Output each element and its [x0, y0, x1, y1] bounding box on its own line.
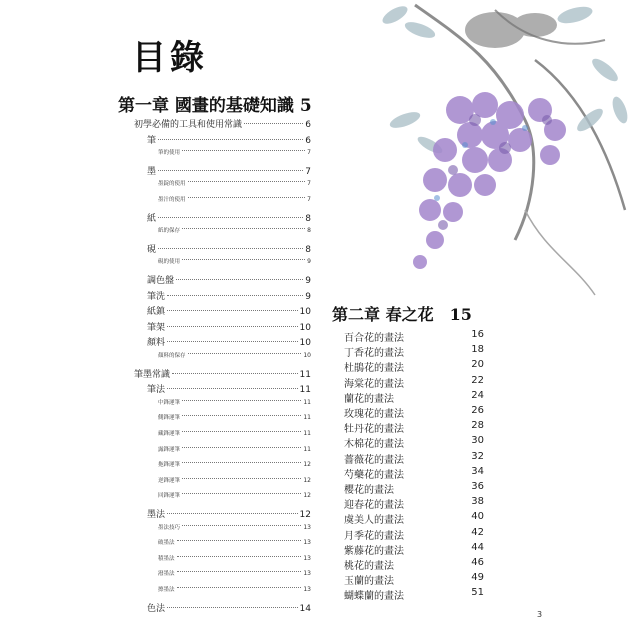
dot-leader [167, 326, 298, 327]
wisteria-painting [375, 0, 640, 300]
toc-entry [344, 435, 484, 450]
toc-entry [158, 445, 311, 453]
toc-entry-label: 海棠花的畫法 [344, 378, 404, 390]
toc-entry [147, 601, 311, 614]
toc-entry-page: 8 [305, 244, 311, 255]
toc-entry-page: 7 [307, 149, 311, 157]
toc-entry-page: 16 [471, 329, 484, 340]
toc-entry-page: 13 [303, 570, 311, 578]
dot-leader [244, 123, 303, 124]
dot-leader [158, 139, 303, 140]
toc-entry-page: 12 [299, 510, 311, 520]
toc-entry-page: 11 [303, 430, 311, 437]
toc-entry [147, 211, 311, 224]
dot-leader [167, 310, 298, 311]
toc-entry [344, 359, 484, 374]
toc-entry [344, 527, 484, 542]
toc-entry-page: 7 [307, 180, 311, 188]
dot-leader [167, 295, 303, 296]
dot-leader [182, 478, 301, 479]
toc-entry-page: 13 [303, 554, 311, 562]
toc-entry [147, 304, 311, 317]
toc-entry-label: 桃花的畫法 [344, 561, 394, 572]
toc-entry-page: 10 [299, 322, 311, 333]
dot-leader [182, 525, 301, 526]
toc-entry [158, 398, 311, 406]
toc-entry-page: 10 [299, 338, 311, 349]
toc-entry-label: 芍藥花的畫法 [344, 469, 404, 481]
dot-leader [177, 540, 302, 541]
chapter-1-title: 第一章 國畫的基礎知識 5 [118, 96, 312, 116]
toc-entry [158, 257, 311, 265]
toc-entry-page: 12 [303, 461, 311, 469]
toc-entry-page: 10 [299, 307, 311, 318]
toc-entry-label: 玉蘭的畫法 [344, 576, 394, 588]
dot-leader [182, 462, 301, 463]
dot-leader [177, 587, 302, 588]
toc-entry-label: 木棉花的畫法 [344, 439, 404, 451]
toc-entry-page: 6 [305, 120, 311, 130]
toc-entry [344, 572, 484, 587]
toc-entry [158, 179, 311, 187]
toc-entry [344, 390, 484, 405]
toc-entry-label: 墨 [147, 166, 157, 177]
toc-entry [344, 344, 484, 359]
toc-entry-page: 11 [299, 369, 311, 380]
toc-entry [147, 335, 311, 348]
toc-entry [147, 289, 311, 302]
dot-leader [182, 150, 305, 151]
toc-entry-label: 積墨法 [158, 555, 175, 562]
dot-leader [158, 248, 303, 249]
toc-entry-label: 調色盤 [147, 276, 175, 286]
toc-entry-page: 38 [471, 496, 484, 508]
chapter-2-title: 第二章 春之花 15 [332, 305, 472, 324]
toc-entry [147, 242, 311, 255]
toc-entry-label: 紙的保存 [158, 228, 181, 235]
toc-entry-label: 紙 [147, 213, 157, 224]
toc-entry-page: 11 [299, 385, 311, 396]
toc-entry-page: 44 [471, 541, 484, 553]
toc-entry [158, 476, 311, 484]
toc-entry [158, 195, 311, 203]
toc-entry-label: 蘭花的畫法 [344, 393, 394, 405]
toc-entry-label: 擦墨法 [158, 587, 175, 593]
toc-entry-page: 22 [471, 374, 484, 386]
toc-entry-page: 30 [471, 435, 484, 447]
toc-entry-label: 中鋒運筆 [158, 399, 181, 406]
toc-entry [158, 554, 311, 562]
toc-entry-page: 20 [471, 359, 484, 371]
toc-entry-label: 回鋒運筆 [158, 493, 181, 500]
toc-entry-page: 9 [305, 276, 311, 286]
toc-entry-label: 玫瑰花的畫法 [344, 409, 404, 420]
toc-entry-page: 13 [303, 586, 311, 593]
toc-entry [344, 481, 484, 496]
toc-entry-page: 10 [303, 352, 311, 359]
toc-entry [344, 405, 484, 420]
toc-entry [147, 320, 311, 333]
toc-entry-label: 月季花的畫法 [344, 530, 404, 542]
toc-entry [158, 413, 311, 421]
toc-entry [158, 351, 311, 359]
dot-leader [182, 493, 301, 494]
toc-entry-page: 46 [471, 557, 484, 568]
toc-entry [344, 329, 484, 344]
toc-entry-label: 筆的使用 [158, 150, 181, 157]
toc-entry-label: 破墨法 [158, 540, 175, 547]
toc-entry-page: 8 [307, 227, 311, 235]
toc-entry-label: 迎春花的畫法 [344, 500, 404, 512]
toc-entry-page: 42 [471, 526, 484, 538]
toc-entry-page: 13 [303, 539, 311, 547]
page-number: 3 [537, 610, 543, 619]
toc-entry [158, 585, 311, 593]
toc-entry-label: 側鋒運筆 [158, 415, 181, 422]
toc-entry-page: 7 [305, 166, 311, 177]
toc-entry-label: 藏鋒運筆 [158, 431, 181, 437]
dot-leader [176, 279, 303, 280]
toc-entry-page: 14 [299, 603, 311, 614]
toc-entry-label: 櫻花的畫法 [344, 485, 394, 496]
toc-entry [158, 148, 311, 156]
toc-entry-label: 筆法 [147, 385, 166, 396]
toc-entry [158, 429, 311, 437]
toc-entry-label: 筆洗 [147, 291, 166, 302]
toc-entry-label: 潑墨法 [158, 571, 175, 578]
dot-leader [177, 556, 302, 557]
dot-leader [182, 415, 301, 416]
toc-entry [147, 133, 311, 146]
toc-entry-label: 虞美人的畫法 [344, 515, 404, 527]
toc-entry-label: 硯 [147, 244, 157, 255]
toc-entry-page: 9 [305, 291, 311, 302]
dot-leader [158, 217, 303, 218]
toc-entry-page: 40 [471, 511, 484, 523]
dot-leader [182, 228, 305, 229]
toc-entry-label: 杜鵑花的畫法 [344, 363, 404, 375]
toc-entry-label: 筆架 [147, 322, 166, 333]
toc-entry-label: 牡丹花的畫法 [344, 424, 404, 436]
dot-leader [167, 341, 298, 342]
dot-leader [188, 181, 306, 182]
toc-entry [147, 164, 311, 177]
toc-entry [158, 226, 311, 234]
toc-entry-label: 拖鋒運筆 [158, 462, 181, 469]
toc-entry-page: 6 [305, 135, 311, 146]
toc-entry-label: 墨錠的使用 [158, 181, 186, 188]
toc-entry [134, 367, 311, 380]
toc-entry [147, 273, 311, 286]
toc-entry-label: 筆墨常識 [134, 369, 171, 380]
toc-entry-label: 逆鋒運筆 [158, 477, 181, 484]
toc-entry-label: 墨法技巧 [158, 524, 181, 531]
toc-entry [344, 511, 484, 526]
toc-entry-label: 顏料的保存 [158, 353, 186, 359]
toc-entry-label: 硯的使用 [158, 259, 181, 266]
toc-entry-page: 11 [303, 445, 311, 453]
toc-entry-label: 薔薇花的畫法 [344, 454, 404, 466]
dot-leader [167, 607, 298, 608]
toc-entry [344, 451, 484, 466]
toc-entry-label: 露鋒運筆 [158, 446, 181, 453]
toc-entry [344, 420, 484, 435]
dot-leader [177, 571, 302, 572]
toc-entry-label: 初學必備的工具和使用常識 [134, 120, 243, 130]
toc-entry [158, 569, 311, 577]
toc-entry-page: 18 [471, 344, 484, 356]
dot-leader [182, 400, 301, 401]
dot-leader [158, 170, 303, 171]
dot-leader [172, 373, 298, 374]
toc-entry-label: 紫藤花的畫法 [344, 545, 404, 557]
toc-entry [158, 491, 311, 499]
toc-entry [344, 496, 484, 511]
toc-entry-label: 墨法 [147, 510, 166, 520]
toc-entry-label: 墨汁的使用 [158, 197, 186, 203]
toc-entry-label: 色法 [147, 603, 166, 614]
toc-entry-page: 11 [303, 414, 311, 422]
toc-entry [344, 375, 484, 390]
toc-entry [158, 460, 311, 468]
dot-leader [182, 431, 301, 432]
page-title: 目錄 [132, 38, 208, 78]
toc-entry-label: 顏料 [147, 338, 166, 349]
toc-entry [134, 117, 311, 130]
toc-entry-label: 筆 [147, 135, 157, 146]
toc-entry-label: 丁香花的畫法 [344, 348, 404, 360]
dot-leader [182, 259, 305, 260]
toc-entry [344, 557, 484, 572]
toc-entry-page: 28 [471, 420, 484, 432]
toc-entry-page: 12 [303, 492, 311, 500]
toc-entry [158, 538, 311, 546]
toc-entry [344, 542, 484, 557]
toc-entry-page: 9 [307, 258, 311, 266]
toc-entry-page: 7 [307, 196, 311, 203]
toc-entry-page: 12 [303, 476, 311, 484]
toc-entry-label: 蝴蝶蘭的畫法 [344, 591, 404, 603]
toc-entry-label: 百合花的畫法 [344, 333, 404, 344]
toc-entry-page: 32 [471, 450, 484, 462]
toc-entry-page: 51 [471, 587, 484, 599]
toc-entry-page: 49 [471, 572, 484, 584]
dot-leader [167, 513, 298, 514]
toc-entry [147, 507, 311, 520]
dot-leader [182, 447, 301, 448]
toc-entry-page: 24 [471, 389, 484, 401]
dot-leader [188, 353, 302, 354]
toc-entry [344, 587, 484, 602]
toc-entry-page: 11 [303, 398, 311, 406]
toc-entry-page: 36 [471, 481, 484, 492]
toc-entry [344, 466, 484, 481]
dot-leader [167, 388, 298, 389]
toc-entry-page: 26 [471, 405, 484, 416]
dot-leader [188, 197, 306, 198]
toc-entry-page: 8 [305, 213, 311, 224]
toc-entry [158, 523, 311, 531]
toc-entry-label: 紙鎮 [147, 307, 166, 318]
toc-entry [147, 382, 311, 395]
toc-entry-page: 34 [471, 465, 484, 477]
toc-entry-page: 13 [303, 523, 311, 531]
